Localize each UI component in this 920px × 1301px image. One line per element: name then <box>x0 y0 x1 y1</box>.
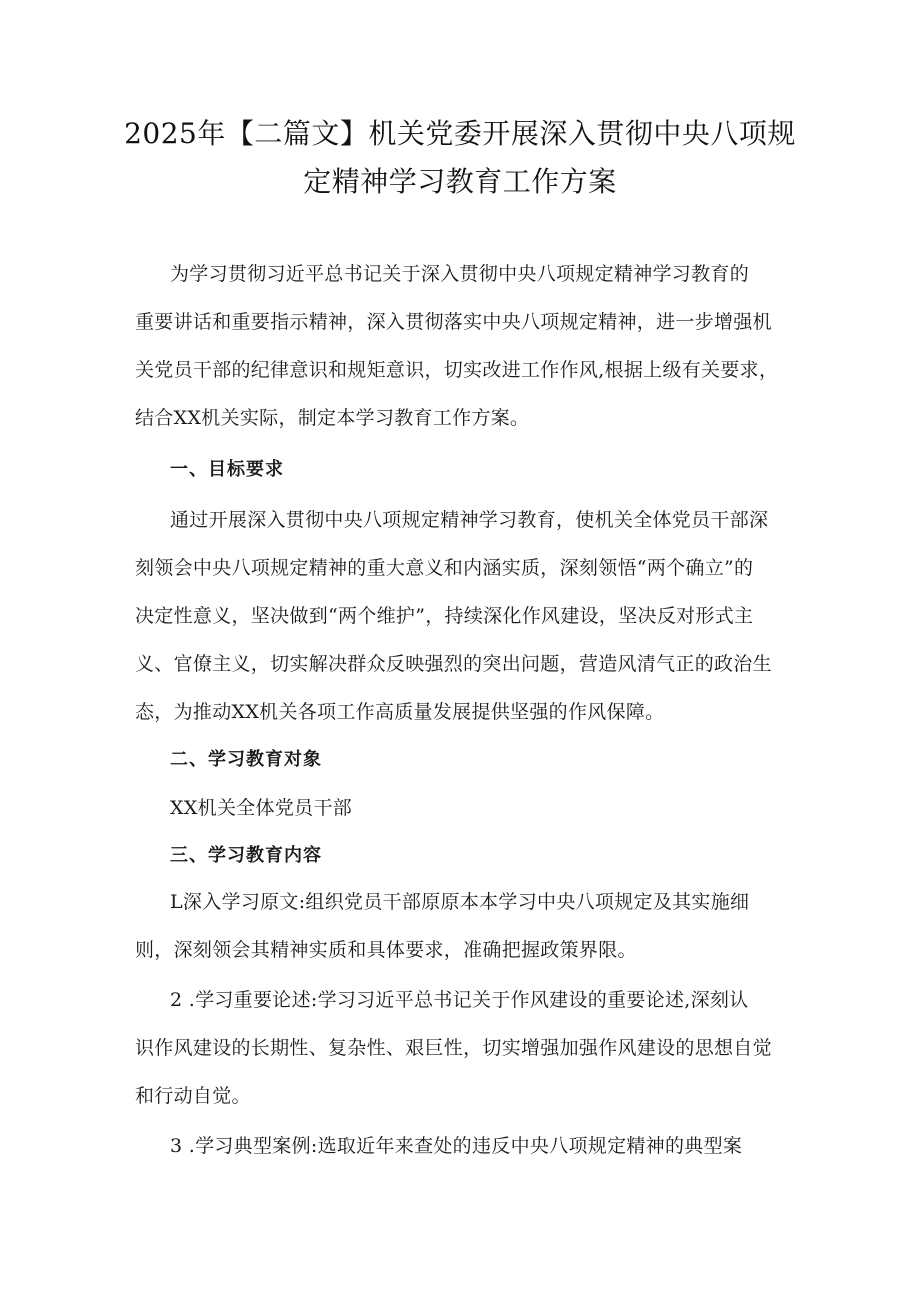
intro-paragraph-line: 为学习贯彻习近平总书记关于深入贯彻中央八项规定精神学习教育的 <box>170 263 750 285</box>
intro-paragraph-line: 关党员干部的纪律意识和规矩意识，切实改进工作作风,根据上级有关要求， <box>135 359 779 381</box>
goals-paragraph-line: 态，为推动XX机关各项工作高质量发展提供坚强的作风保障。 <box>135 701 665 723</box>
content-item-2-line: 2 .学习重要论述:学习习近平总书记关于作风建设的重要论述,深刻认 <box>170 989 749 1011</box>
content-item-3-line: 3 .学习典型案例:选取近年来查处的违反中央八项规定精神的典型案 <box>170 1135 743 1157</box>
section-heading-content: 三、学习教育内容 <box>170 845 322 866</box>
content-item-1-line: 则，深刻领会其精神实质和具体要求，准确把握政策界限。 <box>135 939 637 961</box>
section-heading-audience: 二、学习教育对象 <box>170 749 322 770</box>
content-item-2-line: 识作风建设的长期性、复杂性、艰巨性，切实增强加强作风建设的思想自觉 <box>135 1037 772 1059</box>
document-title-line-1: 2025年【二篇文】机关党委开展深入贯彻中央八项规 <box>124 117 796 150</box>
goals-paragraph-line: 刻领会中央八项规定精神的重大意义和内涵实质，深刻领悟“两个确立”的 <box>135 557 754 579</box>
document-title-line-2: 定精神学习教育工作方案 <box>303 165 617 198</box>
audience-text: XX机关全体党员干部 <box>170 797 353 819</box>
intro-paragraph-line: 重要讲话和重要指示精神，深入贯彻落实中央八项规定精神，进一步增强机 <box>135 311 772 333</box>
content-item-1-line: L深入学习原文:组织党员干部原原本本学习中央八项规定及其实施细 <box>170 891 750 913</box>
intro-paragraph-line: 结合XX机关实际，制定本学习教育工作方案。 <box>135 407 530 429</box>
section-heading-goals: 一、目标要求 <box>170 459 284 480</box>
goals-paragraph-line: 决定性意义，坚决做到“两个维护”，持续深化作风建设，坚决反对形式主 <box>135 605 754 627</box>
goals-paragraph-line: 通过开展深入贯彻中央八项规定精神学习教育，使机关全体党员干部深 <box>170 509 769 531</box>
content-item-2-line: 和行动自觉。 <box>135 1085 251 1107</box>
goals-paragraph-line: 义、官僚主义，切实解决群众反映强烈的突出问题，营造风清气正的政治生 <box>135 653 772 675</box>
